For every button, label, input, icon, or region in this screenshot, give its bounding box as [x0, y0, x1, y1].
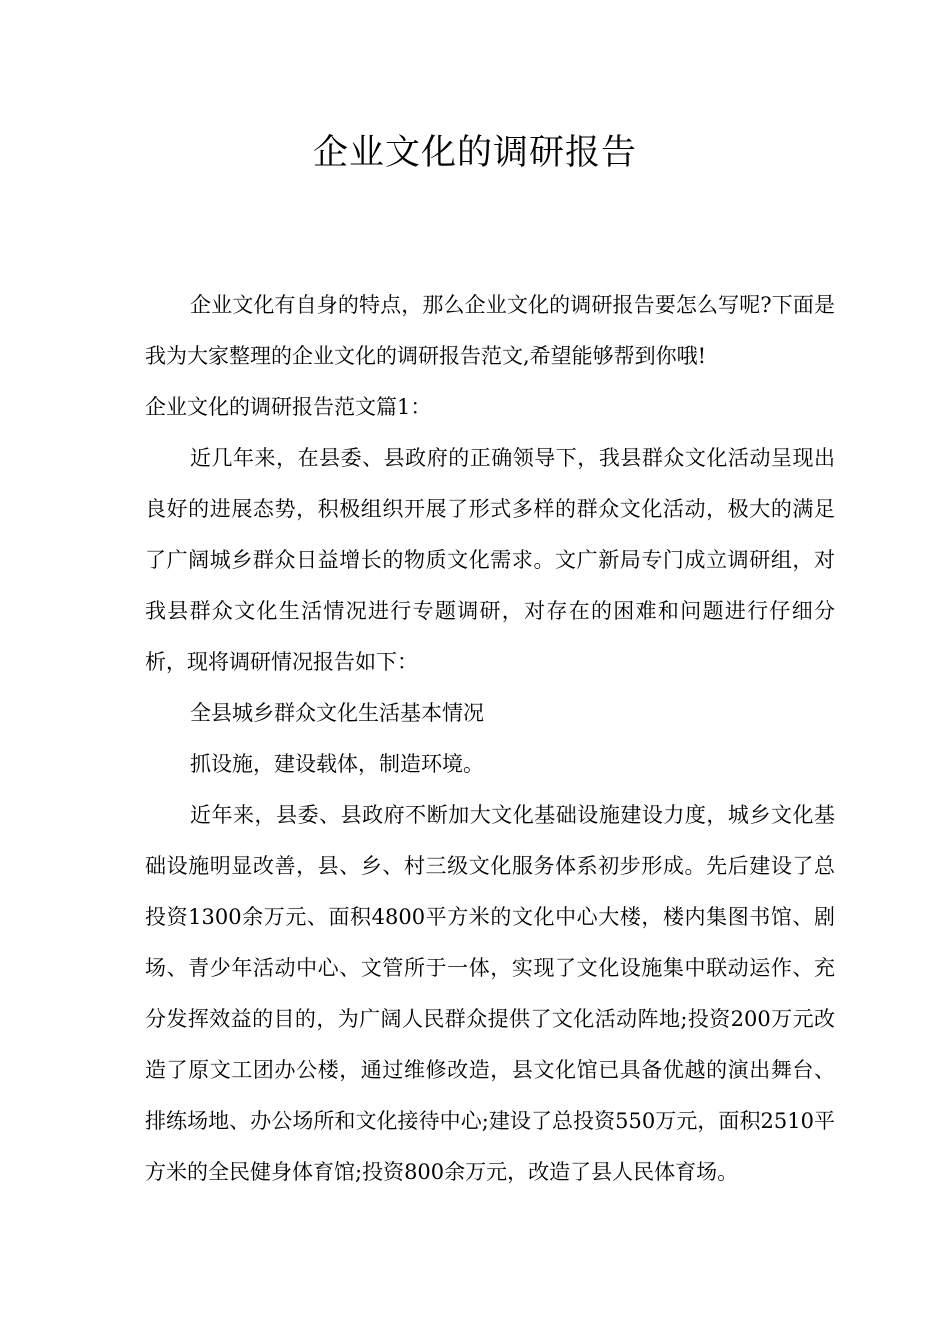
body-paragraph: 近年来，县委、县政府不断加大文化基础设施建设力度，城乡文化基础设施明显改善，县、乡、村三级文化服务体系初步形成。先后建设了总投资1300余万元、面积4800平方米的文化中心大楼，楼内集图书馆、剧场、青少年活动中心、文管所于一体，实现了文化设施集中联动运作、充分发挥效益的目的，为广阔人民群众提供了文化活动阵地;投资200万元改造了原文工团办公楼，通过维修改造，县文化馆已具备优越的演出舞台、排练场地、办公场所和文化接待中心;建设了总投资550万元，面积2510平方米的全民健身体育馆;投资800余万元，改造了县人民体育场。	[145, 803, 835, 1184]
document-title: 企业文化的调研报告	[312, 133, 637, 173]
subheading: 抓设施，建设载体，制造环境。	[190, 752, 484, 776]
section-heading: 企业文化的调研报告范文篇1：	[145, 395, 432, 419]
intro-paragraph: 企业文化有自身的特点，那么企业文化的调研报告要怎么写呢?下面是我为大家整理的企业文化的调研报告范文,希望能够帮到你哦!	[145, 293, 835, 368]
document-body	[145, 280, 835, 1198]
body-paragraph: 近几年来，在县委、县政府的正确领导下，我县群众文化活动呈现出良好的进展态势，积极组织开展了形式多样的群众文化活动，极大的满足了广阔城乡群众日益增长的物质文化需求。文广新局专门成立调研组，对我县群众文化生活情况进行专题调研，对存在的困难和问题进行仔细分析，现将调研情况报告如下：	[145, 446, 835, 674]
subheading: 全县城乡群众文化生活基本情况	[190, 701, 484, 725]
